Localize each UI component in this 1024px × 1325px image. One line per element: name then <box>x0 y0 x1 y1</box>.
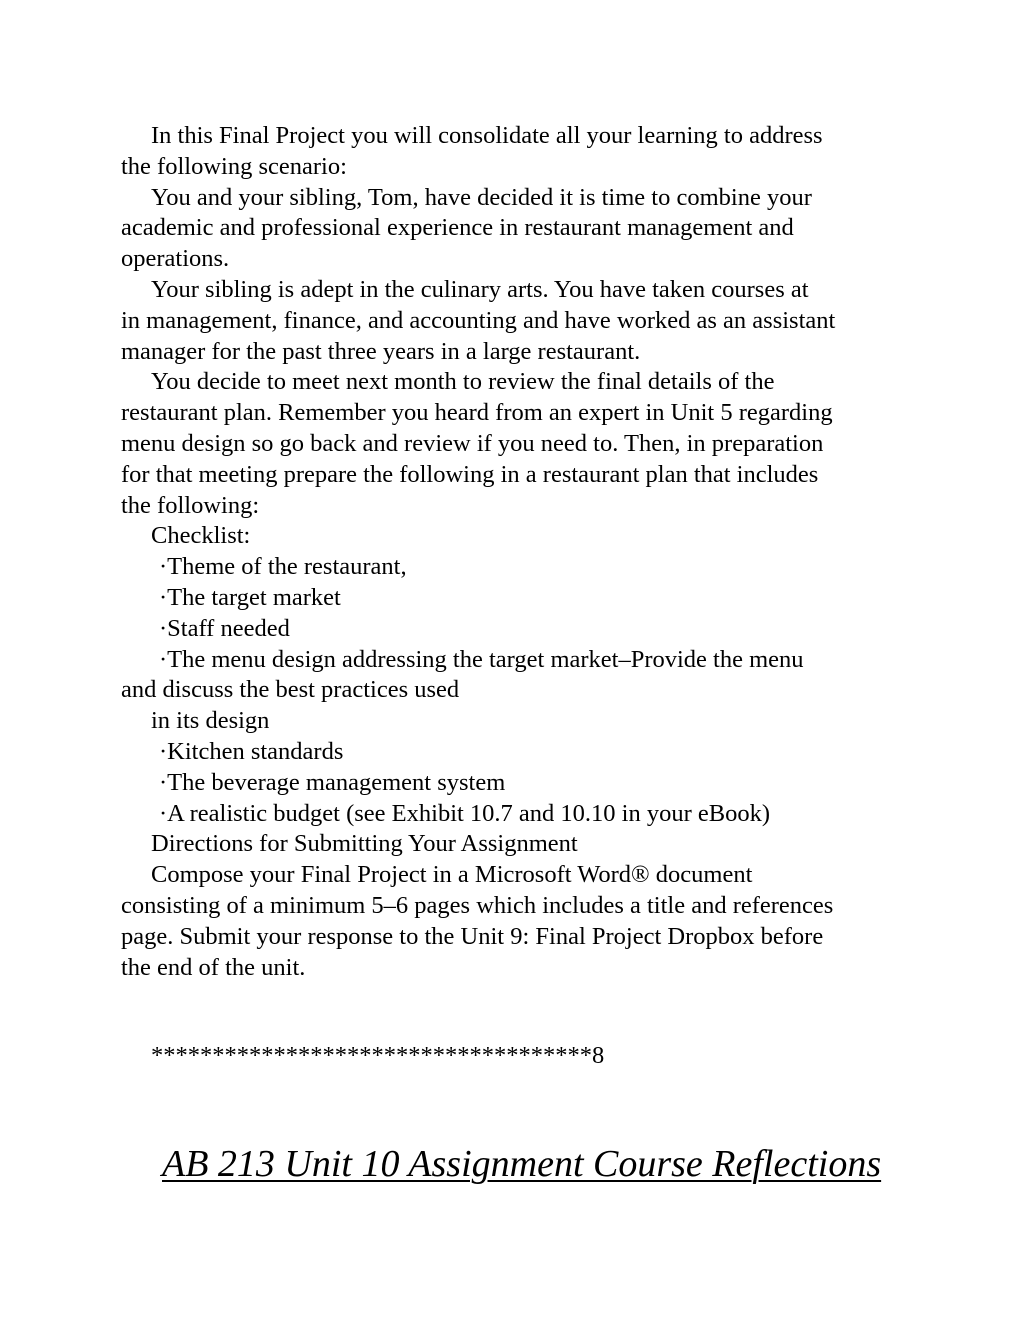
text-line: Directions for Submitting Your Assignment <box>151 830 578 858</box>
text-line: ·Staff needed <box>159 614 290 642</box>
text-line: ·The beverage management system <box>159 768 506 796</box>
text-line: the end of the unit. <box>121 953 306 981</box>
text-line: Compose your Final Project in a Microsoft Word® document <box>151 861 753 889</box>
section-heading: AB 213 Unit 10 Assignment Course Reflections <box>162 1143 882 1185</box>
text-line: in management, finance, and accounting and have worked as an assistant <box>121 306 836 334</box>
text-line: the following scenario: <box>121 152 347 180</box>
text-line: page. Submit your response to the Unit 9: Final Project Dropbox before <box>121 922 824 950</box>
text-line: ·Kitchen standards <box>159 737 344 765</box>
text-line: and discuss the best practices used <box>121 676 460 704</box>
text-line: You decide to meet next month to review the final details of the <box>151 368 775 396</box>
text-line: restaurant plan. Remember you heard from an expert in Unit 5 regarding <box>121 399 833 427</box>
text-line: manager for the past three years in a large restaurant. <box>121 337 641 365</box>
text-line: Checklist: <box>151 522 251 550</box>
text-line: in its design <box>151 707 270 735</box>
text-line: operations. <box>121 245 230 273</box>
text-line: the following: <box>121 491 260 519</box>
text-line: menu design so go back and review if you need to. Then, in preparation <box>121 429 824 457</box>
text-line: In this Final Project you will consolidate all your learning to address <box>151 122 823 149</box>
text-line: You and your sibling, Tom, have decided it is time to combine your <box>151 183 812 211</box>
text-line: ·Theme of the restaurant, <box>159 553 407 581</box>
text-line: ·The menu design addressing the target market–Provide the menu <box>159 645 804 673</box>
separator-line: ************************************8 <box>151 1042 605 1069</box>
text-line: academic and professional experience in restaurant management and <box>121 214 794 242</box>
body-text <box>121 121 921 983</box>
text-line: for that meeting prepare the following in a restaurant plan that includes <box>121 460 819 488</box>
text-line: consisting of a minimum 5–6 pages which includes a title and references <box>121 891 834 919</box>
text-line: Your sibling is adept in the culinary arts. You have taken courses at <box>151 275 809 303</box>
text-line: ·The target market <box>159 583 341 611</box>
text-line: ·A realistic budget (see Exhibit 10.7 and 10.10 in your eBook) <box>159 799 771 827</box>
